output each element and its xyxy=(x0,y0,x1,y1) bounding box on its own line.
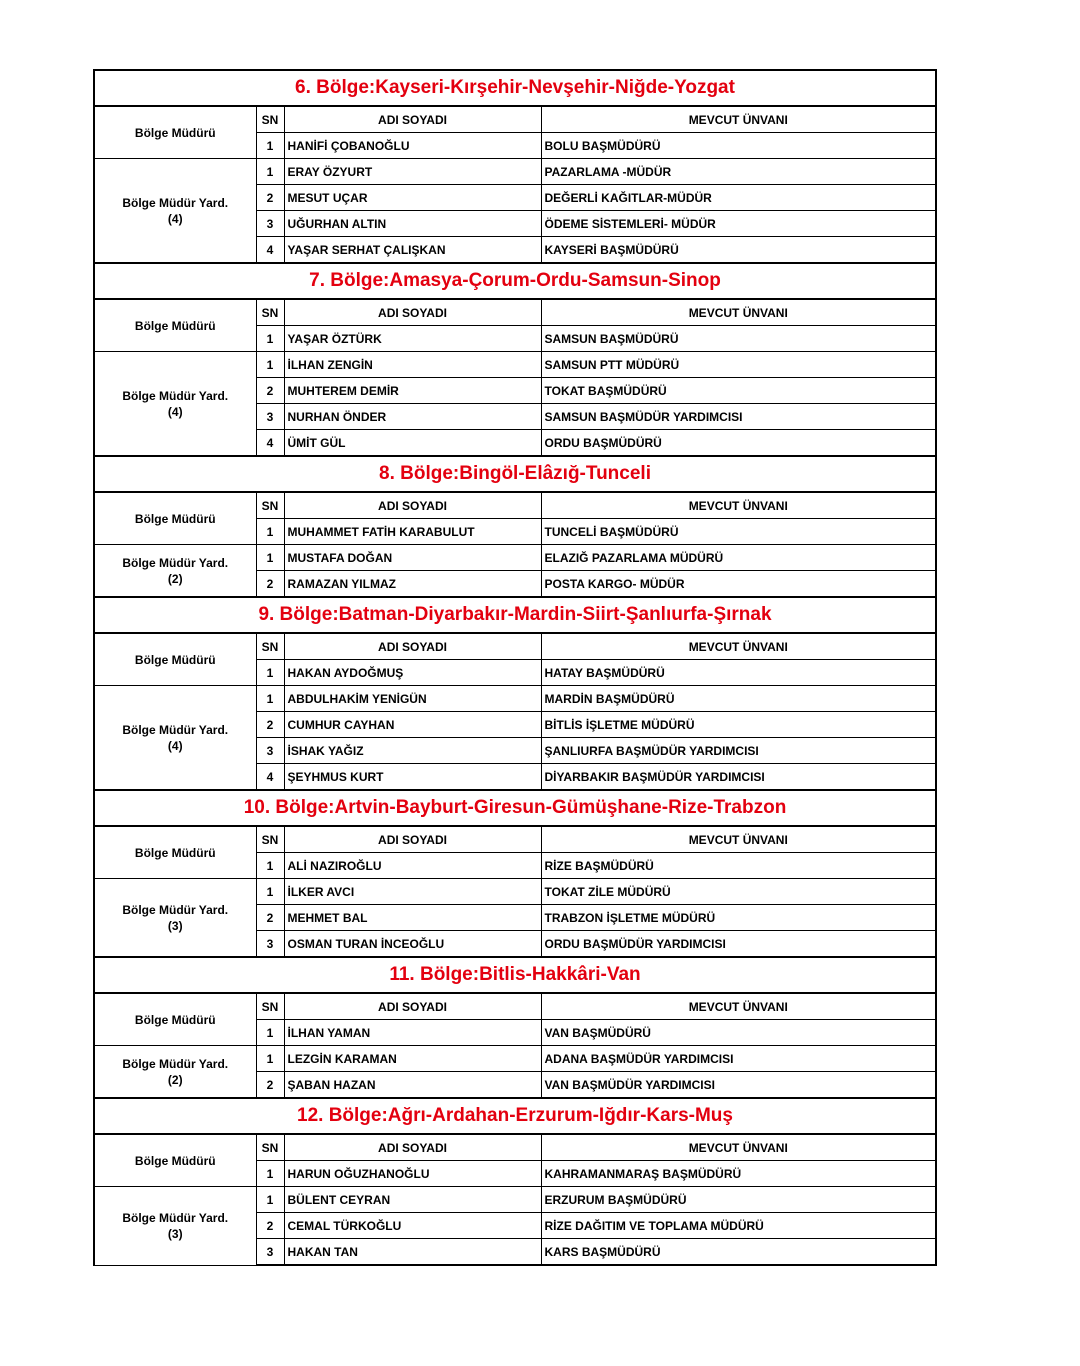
director-sn: 1 xyxy=(256,133,284,159)
director-name: İLHAN YAMAN xyxy=(284,1020,541,1046)
deputy-sn: 2 xyxy=(256,378,284,404)
deputy-name: HAKAN TAN xyxy=(284,1239,541,1266)
deputy-name: İLHAN ZENGİN xyxy=(284,352,541,378)
deputy-title: SAMSUN BAŞMÜDÜR YARDIMCISI xyxy=(541,404,936,430)
director-title: HATAY BAŞMÜDÜRÜ xyxy=(541,660,936,686)
deputy-sn: 3 xyxy=(256,404,284,430)
director-title: RİZE BAŞMÜDÜRÜ xyxy=(541,853,936,879)
deputy-sn: 2 xyxy=(256,712,284,738)
deputy-sn: 4 xyxy=(256,764,284,791)
deputy-label: Bölge Müdür Yard. xyxy=(122,902,229,917)
deputy-name: ABDULHAKİM YENİGÜN xyxy=(284,686,541,712)
director-label: Bölge Müdürü xyxy=(94,1134,256,1187)
region-heading: 6. Bölge:Kayseri-Kırşehir-Nevşehir-Niğde-Yozgat xyxy=(94,70,936,106)
deputy-label: Bölge Müdür Yard. xyxy=(122,555,229,570)
deputy-title: SAMSUN PTT MÜDÜRÜ xyxy=(541,352,936,378)
deputy-name: OSMAN TURAN İNCEOĞLU xyxy=(284,931,541,958)
deputy-sn: 3 xyxy=(256,931,284,958)
director-label: Bölge Müdürü xyxy=(94,993,256,1046)
deputy-title: PAZARLAMA -MÜDÜR xyxy=(541,159,936,185)
deputy-title: KARS BAŞMÜDÜRÜ xyxy=(541,1239,936,1266)
region-heading-row xyxy=(94,957,936,993)
deputy-name: BÜLENT CEYRAN xyxy=(284,1187,541,1213)
director-title: BOLU BAŞMÜDÜRÜ xyxy=(541,133,936,159)
sn-header: SN xyxy=(256,299,284,326)
region-heading-row xyxy=(94,1098,936,1134)
deputy-label-cell xyxy=(94,159,256,264)
director-sn: 1 xyxy=(256,660,284,686)
deputy-title: RİZE DAĞITIM VE TOPLAMA MÜDÜRÜ xyxy=(541,1213,936,1239)
director-name: MUHAMMET FATİH KARABULUT xyxy=(284,519,541,545)
deputy-sn: 4 xyxy=(256,430,284,457)
deputy-label-cell xyxy=(94,352,256,457)
name-header: ADI SOYADI xyxy=(284,993,541,1020)
deputy-title: POSTA KARGO- MÜDÜR xyxy=(541,571,936,598)
deputy-sn: 1 xyxy=(256,686,284,712)
deputy-title: TOKAT ZİLE MÜDÜRÜ xyxy=(541,879,936,905)
column-header-row xyxy=(94,633,936,660)
region-heading-row xyxy=(94,263,936,299)
director-name: YAŞAR ÖZTÜRK xyxy=(284,326,541,352)
deputy-title: ORDU BAŞMÜDÜRÜ xyxy=(541,430,936,457)
deputy-sn: 2 xyxy=(256,1213,284,1239)
deputy-row xyxy=(94,545,936,571)
region-table xyxy=(93,69,937,1266)
deputy-sn: 3 xyxy=(256,1239,284,1266)
region-heading-row xyxy=(94,597,936,633)
deputy-count: (2) xyxy=(167,571,183,586)
column-header-row xyxy=(94,299,936,326)
sn-header: SN xyxy=(256,1134,284,1161)
deputy-sn: 4 xyxy=(256,237,284,264)
deputy-name: CUMHUR CAYHAN xyxy=(284,712,541,738)
director-title: VAN BAŞMÜDÜRÜ xyxy=(541,1020,936,1046)
deputy-title: MARDİN BAŞMÜDÜRÜ xyxy=(541,686,936,712)
column-header-row xyxy=(94,1134,936,1161)
title-header: MEVCUT ÜNVANI xyxy=(541,993,936,1020)
deputy-title: ADANA BAŞMÜDÜR YARDIMCISI xyxy=(541,1046,936,1072)
deputy-count: (3) xyxy=(167,1226,183,1241)
title-header: MEVCUT ÜNVANI xyxy=(541,633,936,660)
deputy-sn: 2 xyxy=(256,905,284,931)
name-header: ADI SOYADI xyxy=(284,106,541,133)
deputy-title: VAN BAŞMÜDÜR YARDIMCISI xyxy=(541,1072,936,1099)
deputy-name: MEHMET BAL xyxy=(284,905,541,931)
deputy-label-cell xyxy=(94,1187,256,1266)
deputy-sn: 1 xyxy=(256,159,284,185)
deputy-name: RAMAZAN YILMAZ xyxy=(284,571,541,598)
column-header-row xyxy=(94,106,936,133)
director-title: TUNCELİ BAŞMÜDÜRÜ xyxy=(541,519,936,545)
title-header: MEVCUT ÜNVANI xyxy=(541,106,936,133)
director-name: HARUN OĞUZHANOĞLU xyxy=(284,1161,541,1187)
director-title: KAHRAMANMARAŞ BAŞMÜDÜRÜ xyxy=(541,1161,936,1187)
region-heading: 9. Bölge:Batman-Diyarbakır-Mardin-Siirt-Şanlıurfa-Şırnak xyxy=(94,597,936,633)
director-sn: 1 xyxy=(256,1020,284,1046)
deputy-row xyxy=(94,1046,936,1072)
deputy-label-cell xyxy=(94,686,256,791)
deputy-title: ELAZIĞ PAZARLAMA MÜDÜRÜ xyxy=(541,545,936,571)
deputy-count: (3) xyxy=(167,918,183,933)
director-label: Bölge Müdürü xyxy=(94,633,256,686)
deputy-sn: 1 xyxy=(256,1046,284,1072)
region-heading-row xyxy=(94,790,936,826)
deputy-name: NURHAN ÖNDER xyxy=(284,404,541,430)
deputy-label: Bölge Müdür Yard. xyxy=(122,722,229,737)
title-header: MEVCUT ÜNVANI xyxy=(541,299,936,326)
name-header: ADI SOYADI xyxy=(284,1134,541,1161)
deputy-sn: 3 xyxy=(256,738,284,764)
assignment-document xyxy=(93,69,935,1266)
region-heading-row xyxy=(94,70,936,106)
deputy-title: KAYSERİ BAŞMÜDÜRÜ xyxy=(541,237,936,264)
deputy-row xyxy=(94,686,936,712)
column-header-row xyxy=(94,492,936,519)
deputy-sn: 3 xyxy=(256,211,284,237)
deputy-label: Bölge Müdür Yard. xyxy=(122,195,229,210)
deputy-name: LEZGİN KARAMAN xyxy=(284,1046,541,1072)
deputy-title: BİTLİS İŞLETME MÜDÜRÜ xyxy=(541,712,936,738)
deputy-title: DEĞERLİ KAĞITLAR-MÜDÜR xyxy=(541,185,936,211)
deputy-row xyxy=(94,879,936,905)
deputy-name: ERAY ÖZYURT xyxy=(284,159,541,185)
deputy-title: ŞANLIURFA BAŞMÜDÜR YARDIMCISI xyxy=(541,738,936,764)
director-name: HANİFİ ÇOBANOĞLU xyxy=(284,133,541,159)
deputy-label-cell xyxy=(94,1046,256,1099)
director-sn: 1 xyxy=(256,1161,284,1187)
deputy-name: ÜMİT GÜL xyxy=(284,430,541,457)
director-sn: 1 xyxy=(256,853,284,879)
name-header: ADI SOYADI xyxy=(284,299,541,326)
deputy-sn: 1 xyxy=(256,352,284,378)
deputy-row xyxy=(94,159,936,185)
deputy-sn: 2 xyxy=(256,571,284,598)
deputy-label-cell xyxy=(94,879,256,958)
deputy-label-cell xyxy=(94,545,256,598)
deputy-sn: 2 xyxy=(256,185,284,211)
deputy-name: UĞURHAN ALTIN xyxy=(284,211,541,237)
name-header: ADI SOYADI xyxy=(284,633,541,660)
deputy-sn: 1 xyxy=(256,1187,284,1213)
deputy-label: Bölge Müdür Yard. xyxy=(122,1210,229,1225)
director-name: ALİ NAZIROĞLU xyxy=(284,853,541,879)
deputy-title: ÖDEME SİSTEMLERİ- MÜDÜR xyxy=(541,211,936,237)
deputy-name: İSHAK YAĞIZ xyxy=(284,738,541,764)
region-heading: 11. Bölge:Bitlis-Hakkâri-Van xyxy=(94,957,936,993)
deputy-sn: 2 xyxy=(256,1072,284,1099)
deputy-sn: 1 xyxy=(256,879,284,905)
region-heading: 10. Bölge:Artvin-Bayburt-Giresun-Gümüşhane-Rize-Trabzon xyxy=(94,790,936,826)
deputy-title: TOKAT BAŞMÜDÜRÜ xyxy=(541,378,936,404)
deputy-title: DİYARBAKIR BAŞMÜDÜR YARDIMCISI xyxy=(541,764,936,791)
deputy-label: Bölge Müdür Yard. xyxy=(122,1056,229,1071)
deputy-name: CEMAL TÜRKOĞLU xyxy=(284,1213,541,1239)
deputy-title: TRABZON İŞLETME MÜDÜRÜ xyxy=(541,905,936,931)
region-heading: 12. Bölge:Ağrı-Ardahan-Erzurum-Iğdır-Kars-Muş xyxy=(94,1098,936,1134)
sn-header: SN xyxy=(256,826,284,853)
sn-header: SN xyxy=(256,492,284,519)
deputy-sn: 1 xyxy=(256,545,284,571)
column-header-row xyxy=(94,993,936,1020)
deputy-name: ŞABAN HAZAN xyxy=(284,1072,541,1099)
region-heading-row xyxy=(94,456,936,492)
deputy-count: (4) xyxy=(167,738,183,753)
deputy-count: (4) xyxy=(167,404,183,419)
name-header: ADI SOYADI xyxy=(284,826,541,853)
director-sn: 1 xyxy=(256,519,284,545)
director-name: HAKAN AYDOĞMUŞ xyxy=(284,660,541,686)
name-header: ADI SOYADI xyxy=(284,492,541,519)
title-header: MEVCUT ÜNVANI xyxy=(541,492,936,519)
title-header: MEVCUT ÜNVANI xyxy=(541,1134,936,1161)
sn-header: SN xyxy=(256,106,284,133)
deputy-name: MUHTEREM DEMİR xyxy=(284,378,541,404)
deputy-label: Bölge Müdür Yard. xyxy=(122,388,229,403)
deputy-count: (4) xyxy=(167,211,183,226)
director-label: Bölge Müdürü xyxy=(94,299,256,352)
director-sn: 1 xyxy=(256,326,284,352)
director-title: SAMSUN BAŞMÜDÜRÜ xyxy=(541,326,936,352)
deputy-count: (2) xyxy=(167,1072,183,1087)
deputy-name: İLKER AVCI xyxy=(284,879,541,905)
deputy-name: YAŞAR SERHAT ÇALIŞKAN xyxy=(284,237,541,264)
region-heading: 8. Bölge:Bingöl-Elâzığ-Tunceli xyxy=(94,456,936,492)
deputy-name: MESUT UÇAR xyxy=(284,185,541,211)
deputy-row xyxy=(94,352,936,378)
deputy-title: ORDU BAŞMÜDÜR YARDIMCISI xyxy=(541,931,936,958)
sn-header: SN xyxy=(256,993,284,1020)
column-header-row xyxy=(94,826,936,853)
deputy-name: MUSTAFA DOĞAN xyxy=(284,545,541,571)
region-heading: 7. Bölge:Amasya-Çorum-Ordu-Samsun-Sinop xyxy=(94,263,936,299)
director-label: Bölge Müdürü xyxy=(94,492,256,545)
deputy-title: ERZURUM BAŞMÜDÜRÜ xyxy=(541,1187,936,1213)
sn-header: SN xyxy=(256,633,284,660)
deputy-row xyxy=(94,1187,936,1213)
deputy-name: ŞEYHMUS KURT xyxy=(284,764,541,791)
title-header: MEVCUT ÜNVANI xyxy=(541,826,936,853)
director-label: Bölge Müdürü xyxy=(94,826,256,879)
director-label: Bölge Müdürü xyxy=(94,106,256,159)
